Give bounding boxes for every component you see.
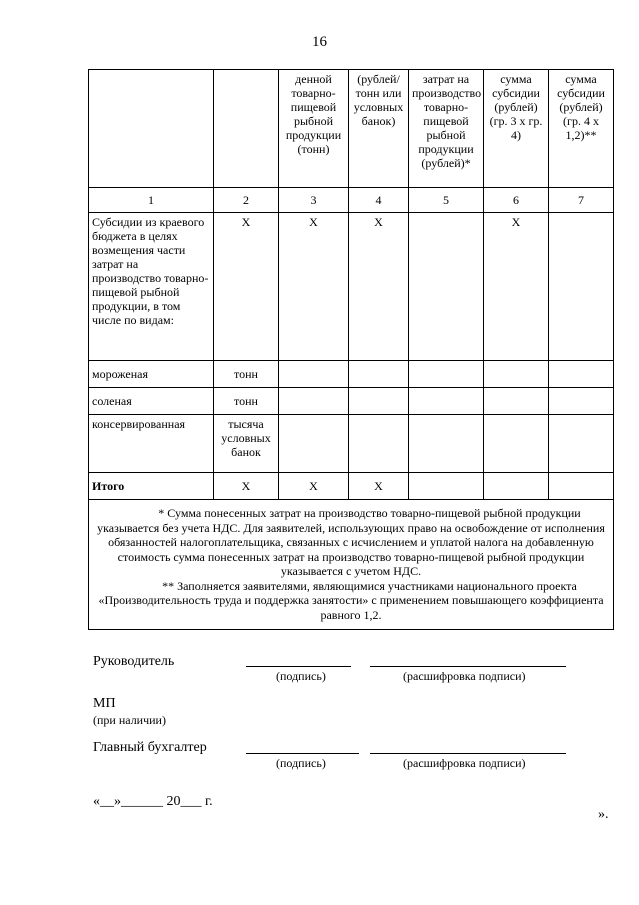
- table-cell: [409, 415, 484, 473]
- column-number: 6: [484, 188, 549, 213]
- header-cell: [214, 70, 279, 188]
- table-cell: [549, 388, 614, 415]
- table-row-total: [89, 473, 614, 500]
- row-label: мороженая: [89, 361, 214, 388]
- column-number: 7: [549, 188, 614, 213]
- signature-line: [246, 753, 359, 754]
- table-row-canned: [89, 415, 614, 473]
- table-cell: [549, 415, 614, 473]
- signature-caption: (подпись): [276, 756, 326, 770]
- header-cell: сумма субсидии (рублей) (гр. 4 х 1,2)**: [549, 70, 614, 188]
- table-cell: [409, 388, 484, 415]
- date-line: «__»______ 20___ г.: [93, 794, 213, 809]
- table-cell: Х: [279, 473, 349, 500]
- unit-cell: тонн: [214, 361, 279, 388]
- column-number: 4: [349, 188, 409, 213]
- table-cell: Х: [214, 473, 279, 500]
- signature-caption: (подпись): [276, 669, 326, 683]
- column-number: 1: [89, 188, 214, 213]
- header-cell: затрат на производство товарно-пищевой рыбной продукции (рублей)*: [409, 70, 484, 188]
- table-cell: [279, 415, 349, 473]
- table-cell: [549, 361, 614, 388]
- table-cell: Х: [279, 213, 349, 361]
- column-number: 5: [409, 188, 484, 213]
- stamp-note: (при наличии): [93, 713, 166, 727]
- row-label: Субсидии из краевого бюджета в целях возмещения части затрат на производство товарно-пищевой рыбной продукции, в том числе по видам:: [89, 213, 214, 361]
- footnote-2: ** Заполняется заявителями, являющимися участниками национального проекта «Производительность труда и поддержка занятости» с применением повышающего коэффициента равного 1,2.: [98, 578, 604, 622]
- unit-cell: тонн: [214, 388, 279, 415]
- closing-quote: ».: [598, 807, 609, 822]
- table-cell: [484, 388, 549, 415]
- row-label: соленая: [89, 388, 214, 415]
- footnotes-row: [89, 500, 614, 630]
- header-cell: сумма субсидии (рублей) (гр. 3 х гр. 4): [484, 70, 549, 188]
- page-number: 16: [312, 34, 327, 50]
- column-number: 3: [279, 188, 349, 213]
- decoding-line: [370, 753, 566, 754]
- table-row-subsidy: [89, 213, 614, 361]
- header-cell: (рублей/ тонн или условных банок): [349, 70, 409, 188]
- subsidy-table: [88, 69, 614, 630]
- signature-line: [246, 666, 351, 667]
- decoding-line: [370, 666, 566, 667]
- table-cell: [409, 213, 484, 361]
- table-cell: [484, 361, 549, 388]
- header-cell: [89, 70, 214, 188]
- decoding-caption: (расшифровка подписи): [403, 669, 526, 683]
- column-number: 2: [214, 188, 279, 213]
- column-number-row: [89, 188, 614, 213]
- table-cell: Х: [349, 473, 409, 500]
- stamp-label: МП: [93, 696, 116, 711]
- decoding-caption: (расшифровка подписи): [403, 756, 526, 770]
- footnotes: [89, 500, 614, 630]
- table-cell: [409, 361, 484, 388]
- header-row: [89, 70, 614, 188]
- table-cell: [484, 415, 549, 473]
- table-cell: Х: [484, 213, 549, 361]
- header-cell: денной товарно-пищевой рыбной продукции (тонн): [279, 70, 349, 188]
- table-cell: Х: [214, 213, 279, 361]
- table-cell: [279, 361, 349, 388]
- table-cell: Х: [349, 213, 409, 361]
- table-cell: [349, 415, 409, 473]
- table-cell: [349, 388, 409, 415]
- table-row-salted: [89, 388, 614, 415]
- unit-cell: тысяча условных банок: [214, 415, 279, 473]
- table-cell: [279, 388, 349, 415]
- row-label: Итого: [89, 473, 214, 500]
- footnote-1: * Сумма понесенных затрат на производство товарно-пищевой рыбной продукции указывается без учета НДС. Для заявителей, использующих право на освобождение от исполнения обязанностей налогоплательщика, связанных с исчислением и уплатой налога на добавленную стоимость сумма понесенных затрат на производство товарно-пищевой рыбной продукции указывается с учетом НДС.: [97, 506, 605, 578]
- accountant-label: Главный бухгалтер: [93, 740, 207, 755]
- table-cell: [549, 473, 614, 500]
- table-cell: [349, 361, 409, 388]
- head-label: Руководитель: [93, 654, 175, 669]
- row-label: консервированная: [89, 415, 214, 473]
- table-cell: [409, 473, 484, 500]
- table-row-frozen: [89, 361, 614, 388]
- table-cell: [484, 473, 549, 500]
- table-cell: [549, 213, 614, 361]
